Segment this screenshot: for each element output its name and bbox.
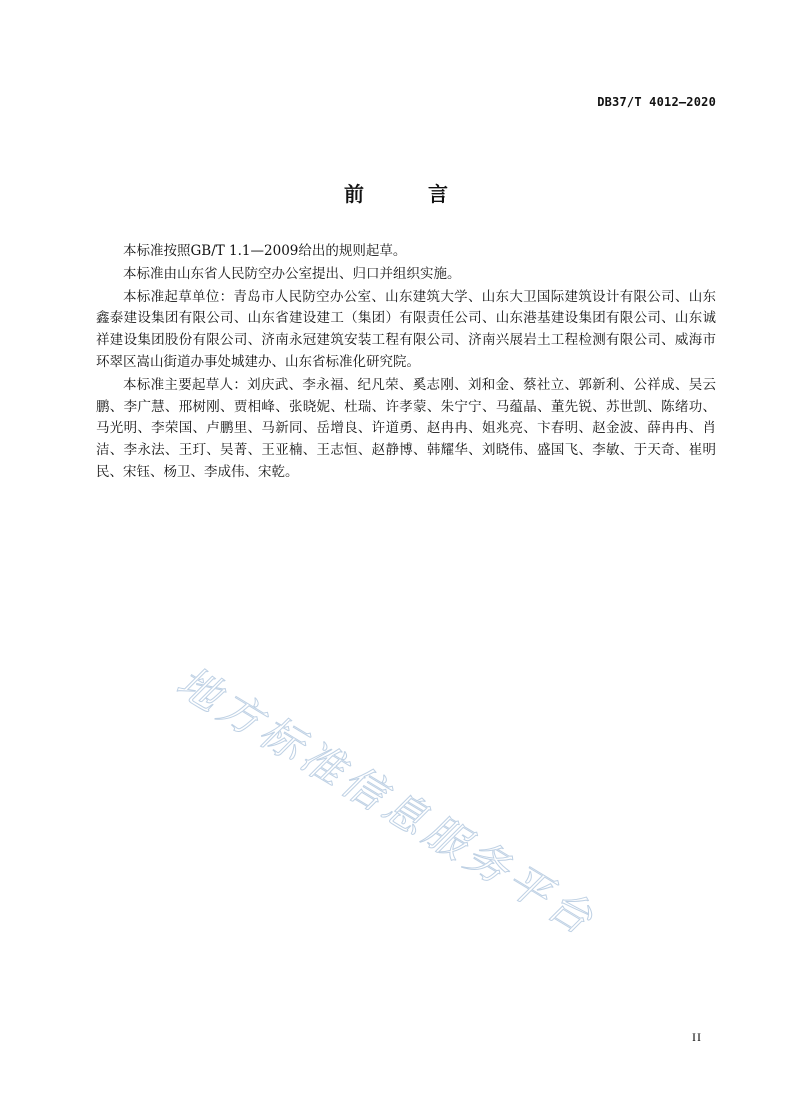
page-number: II	[692, 1030, 702, 1044]
foreword-content	[96, 241, 716, 485]
paragraph-proposer: 本标准由山东省人民防空办公室提出、归口并组织实施。	[123, 265, 461, 282]
header-standard-code: DB37/T 4012—2020	[597, 95, 716, 109]
paragraph-drafting-units: 本标准起草单位：青岛市人民防空办公室、山东建筑大学、山东大卫国际建筑设计有限公司、山东鑫泰建设集团有限公司、山东省建设建工（集团）有限责任公司、山东港基建设集团有限公司、山东诚祥建设集团股份有限公司、济南永冠建筑安装工程有限公司、济南兴展岩土工程检测有限公司、威海市环翠区嵩山街道办事处城建办、山东省标准化研究院。	[96, 288, 716, 370]
paragraph-drafting-rules: 本标准按照GB/T 1.1—2009给出的规则起草。	[123, 243, 407, 259]
watermark: 地方标准信息服务平台	[168, 656, 606, 947]
paragraph-main-drafters: 本标准主要起草人：刘庆武、李永福、纪凡荣、奚志刚、刘和金、蔡社立、郭新利、公祥成、吴云鹏、李广慧、邢树刚、贾相峰、张晓妮、杜瑞、许孝蒙、朱宁宁、马蕴晶、董先锐、苏世凯、陈绪功、马光明、李荣国、卢鹏里、马新同、岳增良、许道勇、赵冉冉、姐兆亮、卞春明、赵金波、薛冉冉、肖洁、李永法、王玎、吴菁、王亚楠、王志恒、赵静博、韩耀华、刘晓伟、盛国飞、李敏、于天奇、崔明民、宋钰、杨卫、李成伟、宋乾。	[96, 376, 716, 480]
page-title: 前 言	[344, 182, 470, 206]
